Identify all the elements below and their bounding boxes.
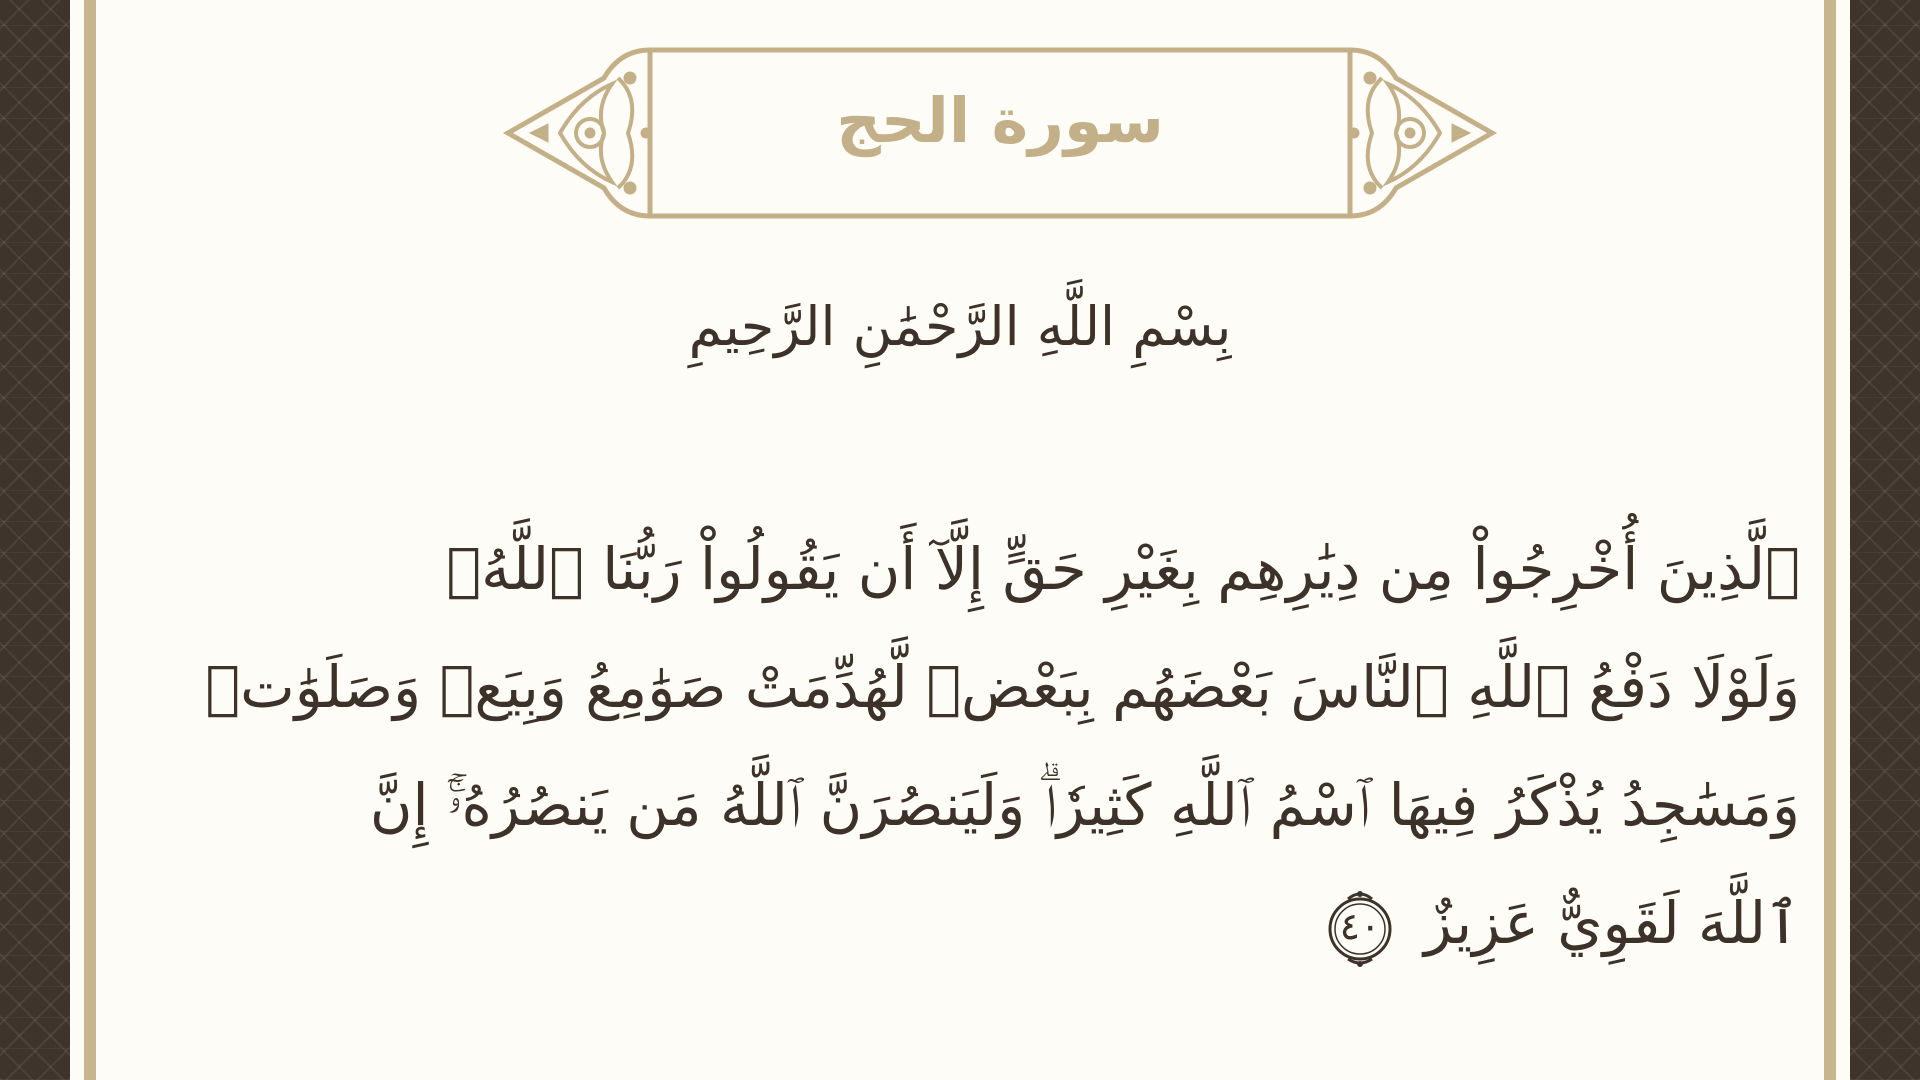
verse-line-3: وَمَسَٰجِدُ يُذْكَرُ فِيهَا ٱسْمُ ٱللَّهِ كَثِيرٗاۗ وَلَيَنصُرَنَّ ٱللَّهُ مَن يَنصُرُهُۥٓۚ إِنَّ [369, 771, 1800, 839]
page [70, 0, 1850, 1080]
right-pattern-border [1850, 0, 1920, 1080]
basmala: بِسْمِ اللَّهِ الرَّحْمَٰنِ الرَّحِيمِ [688, 295, 1232, 358]
verse-line-2: وَلَوْلَا دَفْعُ ٱللَّهِ ٱلنَّاسَ بَعْضَهُم بِبَعْضٖ لَّهُدِّمَتْ صَوَٰمِعُ وَبِيَعٞ وَصَلَوَٰتٞ [205, 653, 1800, 721]
verse-line-4-text: ٱللَّهَ لَقَوِيٌّ عَزِيزٌ [1424, 889, 1800, 957]
verse-line-1: ٱلَّذِينَ أُخْرِجُواْ مِن دِيَٰرِهِم بِغَيْرِ حَقٍّ إِلَّآ أَن يَقُولُواْ رَبُّنَا ٱللَّهُۗ [446, 535, 1800, 603]
surah-title: سورة الحج [836, 84, 1164, 157]
ayah-number: ٤٠ [1339, 903, 1381, 948]
left-gold-rule [84, 0, 96, 1080]
verse-text [200, 510, 1800, 1010]
surah-title-banner [500, 38, 1500, 228]
ayah-end-marker [1320, 887, 1400, 967]
right-gold-rule [1824, 0, 1836, 1080]
left-pattern-border [0, 0, 70, 1080]
verse-line-4 [200, 864, 1800, 982]
